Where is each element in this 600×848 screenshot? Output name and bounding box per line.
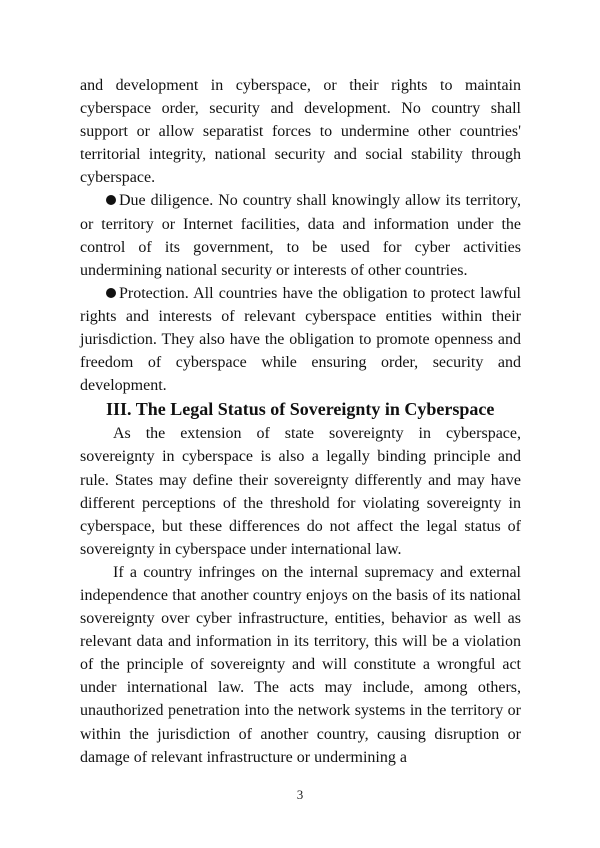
bullet-icon <box>106 195 116 205</box>
bullet-item-protection <box>80 282 521 397</box>
section-heading: III. The Legal Status of Sovereignty in Cyberspace <box>106 399 495 420</box>
paragraph-continuation: and development in cyberspace, or their rights to maintain cyberspace order, security and development. No country shall support or allow separatist forces to undermine other countries' territorial integrity, national security and social stability through cyberspace. <box>80 77 521 187</box>
document-page <box>80 74 521 769</box>
paragraph-extension: As the extension of state sovereignty in cyberspace, sovereignty in cyberspace is also a legally binding principle and rule. States may define their sovereignty differently and may have different perceptions of the threshold for violating sovereignty in cyberspace, but these differences do not affect the legal status of sovereignty in cyberspace under international law. <box>80 425 521 558</box>
paragraph-infringes: If a country infringes on the internal supremacy and external independence that another country enjoys on the basis of its national sovereignty over cyber infrastructure, entities, behavior as well as relevant data and information in its territory, this will be a violation of the principle of sovereignty and will constitute a wrongful act under international law. The acts may include, among others, unauthorized penetration into the network systems in the territory or within the jurisdiction of another country, causing disruption or damage of relevant infrastructure or undermining a <box>80 563 521 766</box>
bullet-icon <box>106 288 116 298</box>
bullet-item-due-diligence <box>80 189 521 281</box>
bullet-text-protection: Protection. All countries have the obligation to protect lawful rights and interests of relevant cyberspace entities within their jurisdiction. They also have the obligation to promote openness and freedom of cyberspace while ensuring order, security and development. <box>80 284 521 395</box>
page-number: 3 <box>296 787 304 802</box>
bullet-text-due-diligence: Due diligence. No country shall knowingly allow its territory, or territory or Internet facilities, data and information under the control of its government, to be used for cyber activities undermining national security or interests of other countries. <box>80 192 521 279</box>
